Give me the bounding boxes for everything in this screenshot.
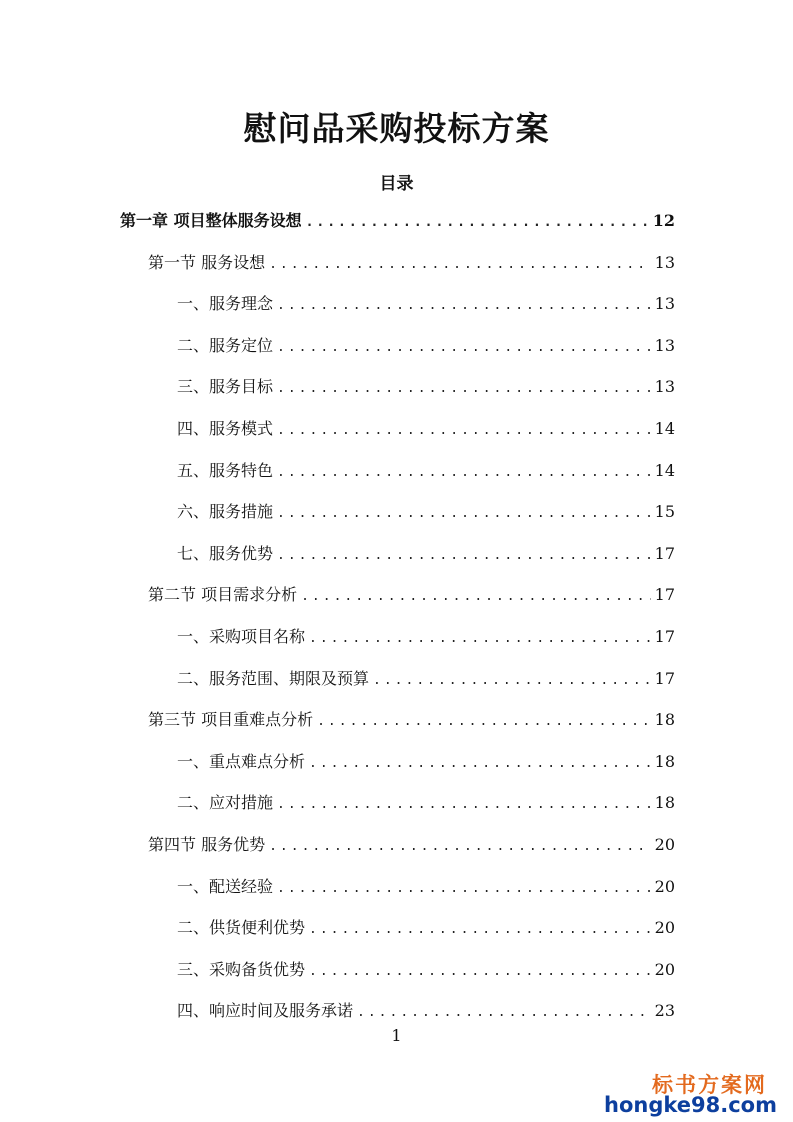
toc-leader-dots (373, 673, 651, 688)
toc-entry-label: 四、响应时间及服务承诺 (177, 1001, 354, 1020)
toc-entry-label: 二、服务范围、期限及预算 (177, 669, 370, 688)
toc-entry-page: 17 (654, 585, 675, 604)
toc-entry-page: 17 (654, 669, 675, 688)
toc-leader-dots (309, 631, 651, 646)
toc-leader-dots (301, 589, 651, 604)
toc-entry[interactable] (177, 749, 675, 775)
toc-entry-label: 第一节 服务设想 (148, 253, 266, 272)
toc-leader-dots (277, 881, 651, 896)
toc-entry-page: 14 (654, 461, 675, 480)
toc-entry-label: 第三节 项目重难点分析 (148, 710, 314, 729)
toc-entry-page: 13 (654, 253, 675, 272)
toc-leader-dots (277, 797, 651, 812)
toc-entry-page: 20 (654, 960, 675, 979)
toc-entry-label: 二、供货便利优势 (177, 918, 306, 937)
toc-entry-page: 23 (654, 1001, 675, 1020)
toc-entry-label: 第二节 项目需求分析 (148, 585, 298, 604)
toc-entry-label: 二、应对措施 (177, 793, 274, 812)
toc-entry-page: 20 (654, 877, 675, 896)
toc-heading: 目录 (379, 174, 414, 194)
toc-leader-dots (317, 714, 651, 729)
toc-entry[interactable] (177, 624, 675, 650)
toc-entry-page: 13 (654, 336, 675, 355)
toc-entry[interactable] (177, 666, 675, 692)
toc-entry-page: 13 (654, 377, 675, 396)
toc-entry[interactable] (177, 915, 675, 941)
toc-entry-page: 18 (654, 752, 675, 771)
toc-leader-dots (277, 423, 651, 438)
toc-entry-label: 一、采购项目名称 (177, 627, 306, 646)
toc-entry-page: 18 (654, 710, 675, 729)
toc-entry[interactable] (177, 499, 675, 525)
toc-leader-dots (277, 381, 651, 396)
toc-entry[interactable] (177, 458, 675, 484)
toc-leader-dots (277, 506, 651, 521)
toc-entry-label: 三、采购备货优势 (177, 960, 306, 979)
toc-leader-dots (309, 756, 651, 771)
toc-entry[interactable] (148, 832, 675, 858)
watermark-url: hongke98.com (604, 1093, 777, 1117)
toc-entry-label: 一、重点难点分析 (177, 752, 306, 771)
toc-entry-label: 第四节 服务优势 (148, 835, 266, 854)
toc-entry-page: 17 (654, 627, 675, 646)
toc-entry-label: 六、服务措施 (177, 502, 274, 521)
toc-entry-label: 七、服务优势 (177, 544, 274, 563)
toc-entry-page: 17 (654, 544, 675, 563)
toc-entry-page: 13 (654, 294, 675, 313)
toc-leader-dots (269, 257, 651, 272)
toc-leader-dots (277, 465, 651, 480)
toc-entry-page: 20 (654, 918, 675, 937)
toc-entry-label: 三、服务目标 (177, 377, 274, 396)
toc-leader-dots (277, 548, 651, 563)
toc-entry-label: 二、服务定位 (177, 336, 274, 355)
toc-entry-label: 一、配送经验 (177, 877, 274, 896)
toc-entry-label: 五、服务特色 (177, 461, 274, 480)
toc-entry-page: 18 (654, 793, 675, 812)
toc-entry[interactable] (177, 333, 675, 359)
toc-entry[interactable] (177, 374, 675, 400)
toc-entry[interactable] (177, 874, 675, 900)
toc-entry-label: 第一章 项目整体服务设想 (120, 211, 302, 230)
toc-leader-dots (277, 298, 651, 313)
toc-entry[interactable] (177, 790, 675, 816)
toc-entry[interactable] (177, 957, 675, 983)
toc-leader-dots (306, 215, 649, 230)
toc-entry-page: 14 (654, 419, 675, 438)
toc-entry[interactable] (177, 998, 675, 1024)
document-title: 慰问品采购投标方案 (243, 109, 550, 148)
watermark-site-name: 标书方案网 (652, 1073, 767, 1097)
toc-entry-label: 四、服务模式 (177, 419, 274, 438)
toc-entry[interactable] (177, 541, 675, 567)
toc-leader-dots (357, 1005, 651, 1020)
toc-entry[interactable] (148, 582, 675, 608)
toc-entry[interactable] (148, 250, 675, 276)
toc-leader-dots (277, 340, 651, 355)
toc-entry-page: 12 (652, 211, 675, 230)
page-number: 1 (391, 1026, 402, 1045)
toc-entry-page: 20 (654, 835, 675, 854)
toc-entry-page: 15 (654, 502, 675, 521)
toc-entry-label: 一、服务理念 (177, 294, 274, 313)
toc-leader-dots (269, 839, 651, 854)
toc-entry[interactable] (177, 416, 675, 442)
toc-leader-dots (309, 964, 651, 979)
toc-entry[interactable] (148, 707, 675, 733)
toc-entry[interactable] (120, 208, 675, 234)
toc-leader-dots (309, 922, 651, 937)
toc-entry[interactable] (177, 291, 675, 317)
